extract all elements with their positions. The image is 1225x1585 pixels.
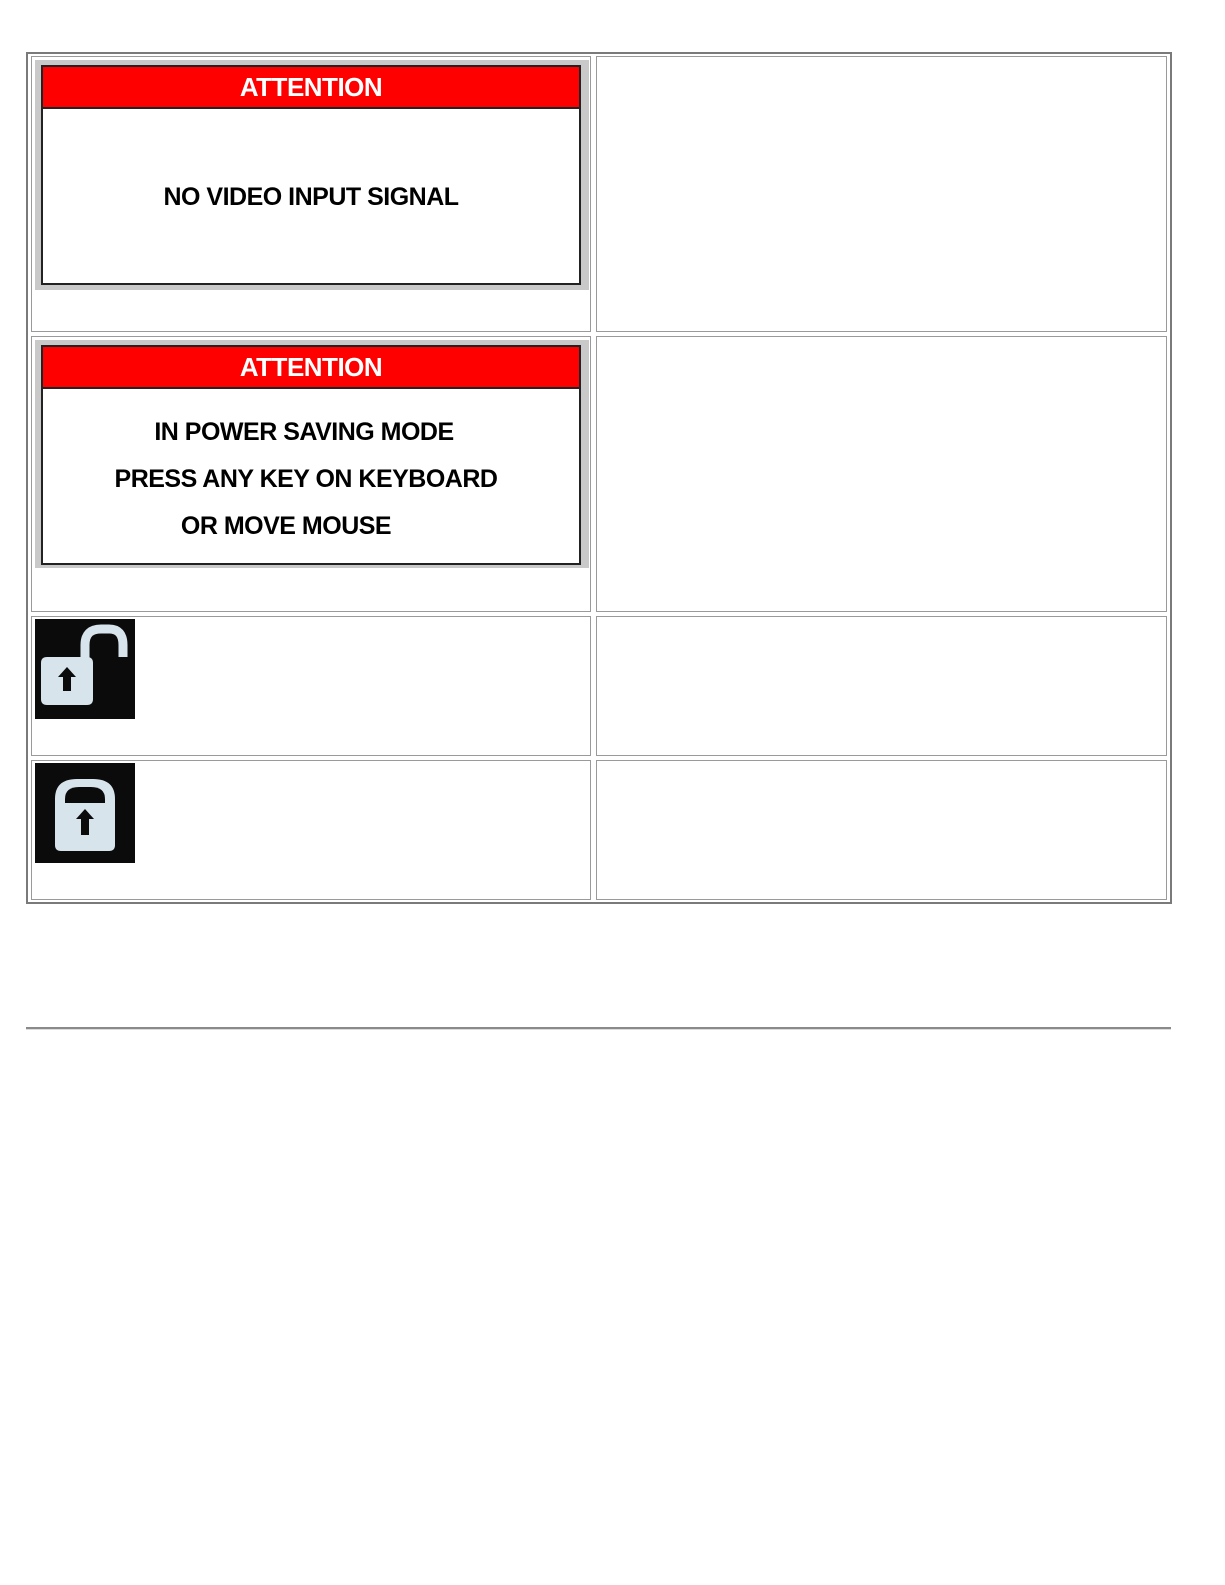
- table-row: [31, 760, 1167, 900]
- table-cell-osd-image: [31, 56, 591, 332]
- table-cell-icon: [31, 760, 591, 900]
- attention-message-line: PRESS ANY KEY ON KEYBOARD: [114, 464, 498, 493]
- attention-title: ATTENTION: [239, 351, 383, 382]
- osd-messages-table: [26, 52, 1172, 904]
- table-cell-description: [596, 336, 1167, 612]
- table-row: [31, 336, 1167, 612]
- unlocked-padlock-icon: [35, 619, 135, 719]
- attention-header: [43, 347, 579, 389]
- attention-message-line: OR MOVE MOUSE: [180, 511, 392, 540]
- attention-body: [43, 389, 579, 567]
- power-saving-osd-screenshot: [35, 340, 589, 568]
- table-cell-osd-image: [31, 336, 591, 612]
- attention-dialog: [41, 345, 581, 565]
- attention-title: ATTENTION: [239, 71, 383, 102]
- attention-dialog: [41, 65, 581, 285]
- table-cell-description: [596, 616, 1167, 756]
- table-row: [31, 616, 1167, 756]
- table-row: [31, 56, 1167, 332]
- locked-padlock-icon: [35, 763, 135, 863]
- attention-message-line: IN POWER SAVING MODE: [154, 417, 454, 446]
- attention-header: [43, 67, 579, 109]
- table-cell-description: [596, 760, 1167, 900]
- table-cell-description: [596, 56, 1167, 332]
- table-cell-icon: [31, 616, 591, 756]
- attention-body: [43, 109, 579, 285]
- horizontal-rule: [26, 1027, 1171, 1030]
- no-signal-osd-screenshot: [35, 60, 589, 290]
- attention-message-line: NO VIDEO INPUT SIGNAL: [163, 182, 459, 211]
